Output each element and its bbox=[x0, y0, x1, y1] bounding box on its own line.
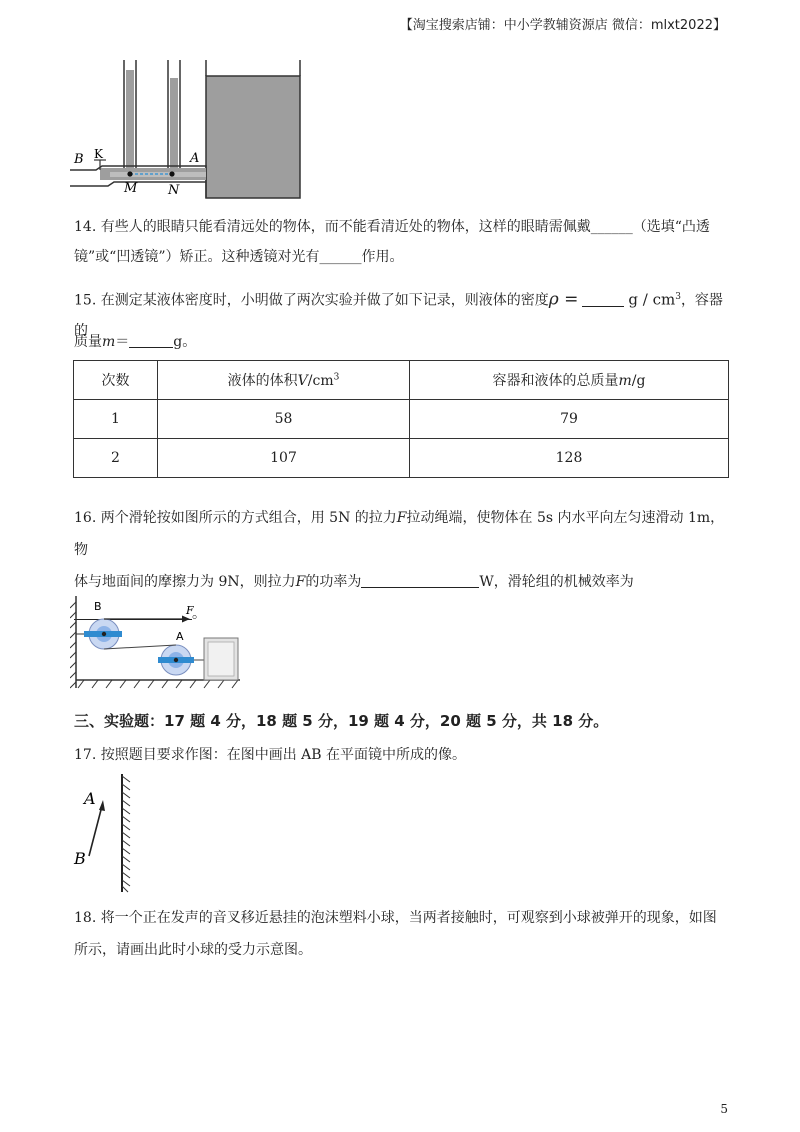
label-b: B bbox=[74, 152, 84, 167]
header-trial: 次数 bbox=[74, 361, 158, 400]
q15-prefix: 15. 在测定某液体密度时，小明做了两次实验并做了如下记录，则液体的密度 bbox=[74, 292, 549, 309]
q18-line1: 18. 将一个正在发声的音叉移近悬挂的泡沫塑料小球，当两者接触时，可观察到小球被弹开的现象，如图 bbox=[74, 910, 717, 926]
page-number: 5 bbox=[720, 1102, 728, 1116]
table-row: 1 58 79 bbox=[74, 400, 729, 439]
page-header: 【淘宝搜索店铺：中小学教辅资源店 微信：mlxt2022】 bbox=[399, 18, 726, 33]
fluid-container-figure bbox=[70, 60, 310, 200]
mirror-figure bbox=[70, 772, 150, 896]
pulley-label-a: A bbox=[176, 630, 184, 643]
q14-line2: 镜”或“凹透镜”）矫正。这种透镜对光有______作用。 bbox=[74, 249, 404, 265]
q16-blank-power[interactable] bbox=[361, 573, 479, 588]
pulley-figure bbox=[70, 596, 250, 692]
mass-var: m bbox=[102, 334, 116, 350]
density-unit: g / cm bbox=[628, 290, 676, 309]
q15-line2-prefix: 质量 bbox=[74, 334, 102, 350]
q15-blank-mass[interactable] bbox=[129, 333, 173, 348]
force-label-f: F bbox=[186, 604, 194, 617]
q15-suffix: ，容器的 bbox=[74, 292, 723, 339]
label-k: K bbox=[94, 147, 103, 161]
q14-line1: 14. 有些人的眼睛只能看清远处的物体，而不能看清近处的物体，这样的眼睛需佩戴______（选填“凸透 bbox=[74, 219, 710, 235]
header-volume: 液体的体积$V/cm^3$ bbox=[158, 361, 410, 400]
label-m: M bbox=[124, 181, 138, 196]
q15-line2-suffix: g。 bbox=[173, 334, 197, 350]
label-a: A bbox=[190, 151, 200, 166]
question-16: 16. 两个滑轮按如图所示的方式组合，用 5N 的拉力F拉动绳端，使物体在 5s 内水平向左匀速滑动 1m，物 体与地面间的摩擦力为 9N，则拉力F的功率为 W，滑轮组的机械效率为 。 bbox=[74, 510, 725, 622]
label-n: N bbox=[168, 183, 180, 198]
question-18 bbox=[74, 902, 734, 966]
data-table bbox=[73, 360, 729, 478]
section-title: 三、实验题：17 题 4 分，18 题 5 分，19 题 4 分，20 题 5 分，共 18 分。 bbox=[74, 712, 609, 730]
table-row: 2 107 128 bbox=[74, 439, 729, 478]
question-17: 17. 按照题目要求作图：在图中画出 AB 在平面镜中所成的像。 bbox=[74, 747, 467, 763]
mirror-label-b: B bbox=[74, 849, 86, 868]
rho-symbol: ρ = bbox=[548, 289, 579, 310]
pulley-label-b: B bbox=[94, 600, 102, 613]
q15-blank-density[interactable] bbox=[582, 292, 624, 307]
density-unit-sup: 3 bbox=[675, 292, 681, 302]
mirror-label-a: A bbox=[84, 789, 96, 808]
header-mass: 容器和液体的总质量m/g bbox=[410, 361, 729, 400]
question-15-line2 bbox=[74, 327, 734, 357]
q18-line2: 所示，请画出此时小球的受力示意图。 bbox=[74, 942, 312, 958]
table-header-row bbox=[74, 361, 729, 400]
q15-eq: ＝ bbox=[115, 334, 130, 350]
question-14 bbox=[74, 212, 734, 272]
